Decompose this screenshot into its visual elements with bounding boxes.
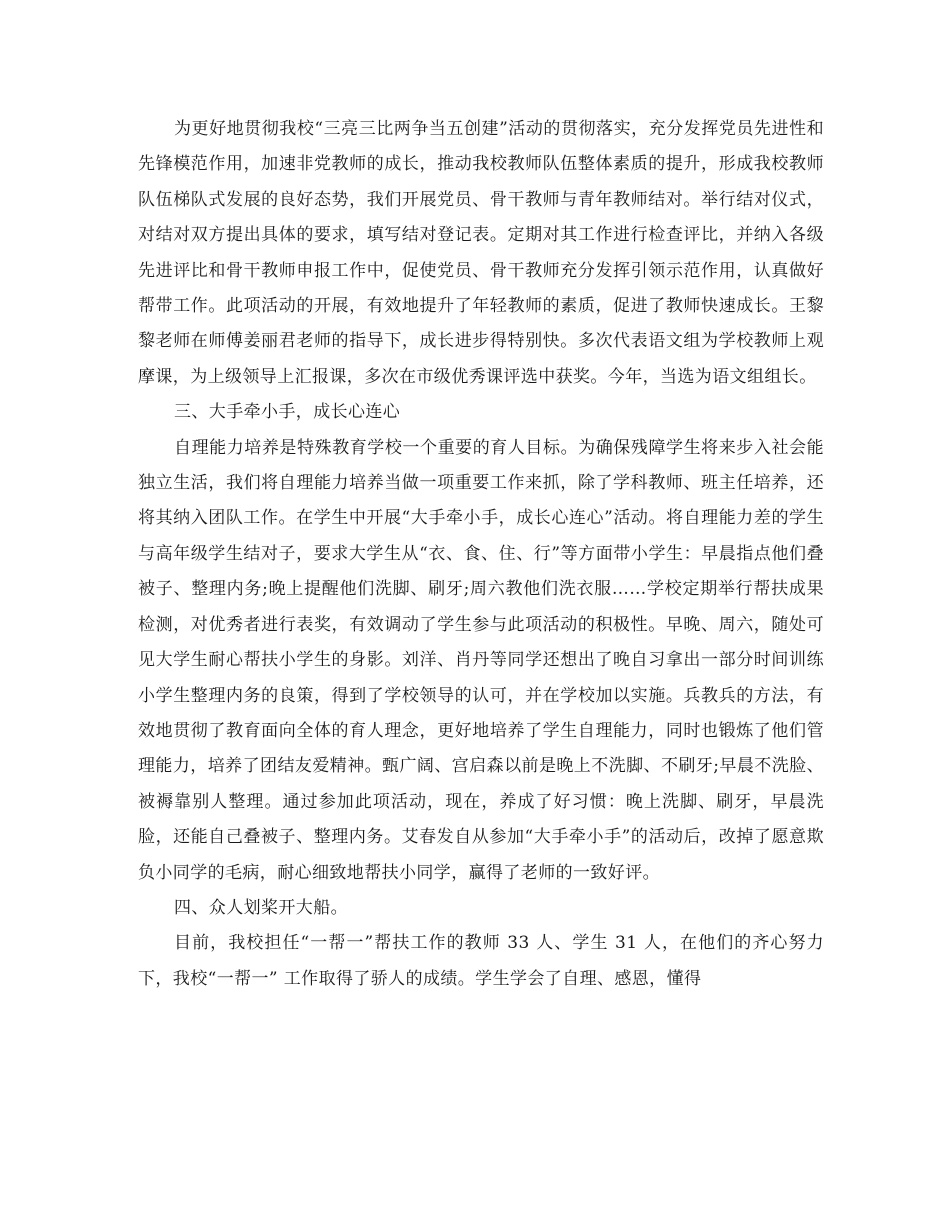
- document-body: [138, 112, 824, 997]
- section-heading-4: 四、众人划桨开大船。: [174, 897, 348, 918]
- paragraph-teacher-pairing: 为更好地贯彻我校“三亮三比两争当五创建”活动的贯彻落实，充分发挥党员先进性和先锋模范作用，加速非党教师的成长，推动我校教师队伍整体素质的提升，形成我校教师队伍梯队式发展的良好态势，我们开展党员、骨干教师与青年教师结对。举行结对仪式，对结对双方提出具体的要求，填写结对登记表。定期对其工作进行检查评比，并纳入各级先进评比和骨干教师申报工作中，促使党员、骨干教师充分发挥引领示范作用，认真做好帮带工作。此项活动的开展，有效地提升了年轻教师的素质，促进了教师快速成长。王黎黎老师在师傅姜丽君老师的指导下，成长进步得特别快。多次代表语文组为学校教师上观摩课，为上级领导上汇报课，多次在市级优秀课评选中获奖。今年，当选为语文组组长。: [138, 119, 824, 387]
- section-heading-3: 三、大手牵小手，成长心连心: [174, 402, 401, 423]
- paragraph-student-pairing: 自理能力培养是特殊教育学校一个重要的育人目标。为确保残障学生将来步入社会能独立生活，我们将自理能力培养当做一项重要工作来抓，除了学科教师、班主任培养，还将其纳入团队工作。在学生中开展“大手牵小手，成长心连心”活动。将自理能力差的学生与高年级学生结对子，要求大学生从“衣、食、住、行”等方面带小学生：早晨指点他们叠被子、整理内务;晚上提醒他们洗脚、刷牙;周六教他们洗衣服……学校定期举行帮扶成果检测，对优秀者进行表奖，有效调动了学生参与此项活动的积极性。早晚、周六，随处可见大学生耐心帮扶小学生的身影。刘洋、肖丹等同学还想出了晚自习拿出一部分时间训练小学生整理内务的良策，得到了学校领导的认可，并在学校加以实施。兵教兵的方法，有效地贯彻了教育面向全体的育人理念，更好地培养了学生自理能力，同时也锻炼了他们管理能力，培养了团结友爱精神。甄广阔、宫启森以前是晚上不洗脚、不刷牙;早晨不洗脸、被褥靠别人整理。通过参加此项活动，现在，养成了好习惯：晚上洗脚、刷牙，早晨洗脸，还能自己叠被子、整理内务。艾春发自从参加“大手牵小手”的活动后，改掉了愿意欺负小同学的毛病，耐心细致地帮扶小同学，赢得了老师的一致好评。: [138, 437, 824, 883]
- paragraph-results: 目前，我校担任“一帮一”帮扶工作的教师 33 人、学生 31 人，在他们的齐心努力下，我校“一帮一” 工作取得了骄人的成绩。学生学会了自理、感恩，懂得: [138, 933, 824, 989]
